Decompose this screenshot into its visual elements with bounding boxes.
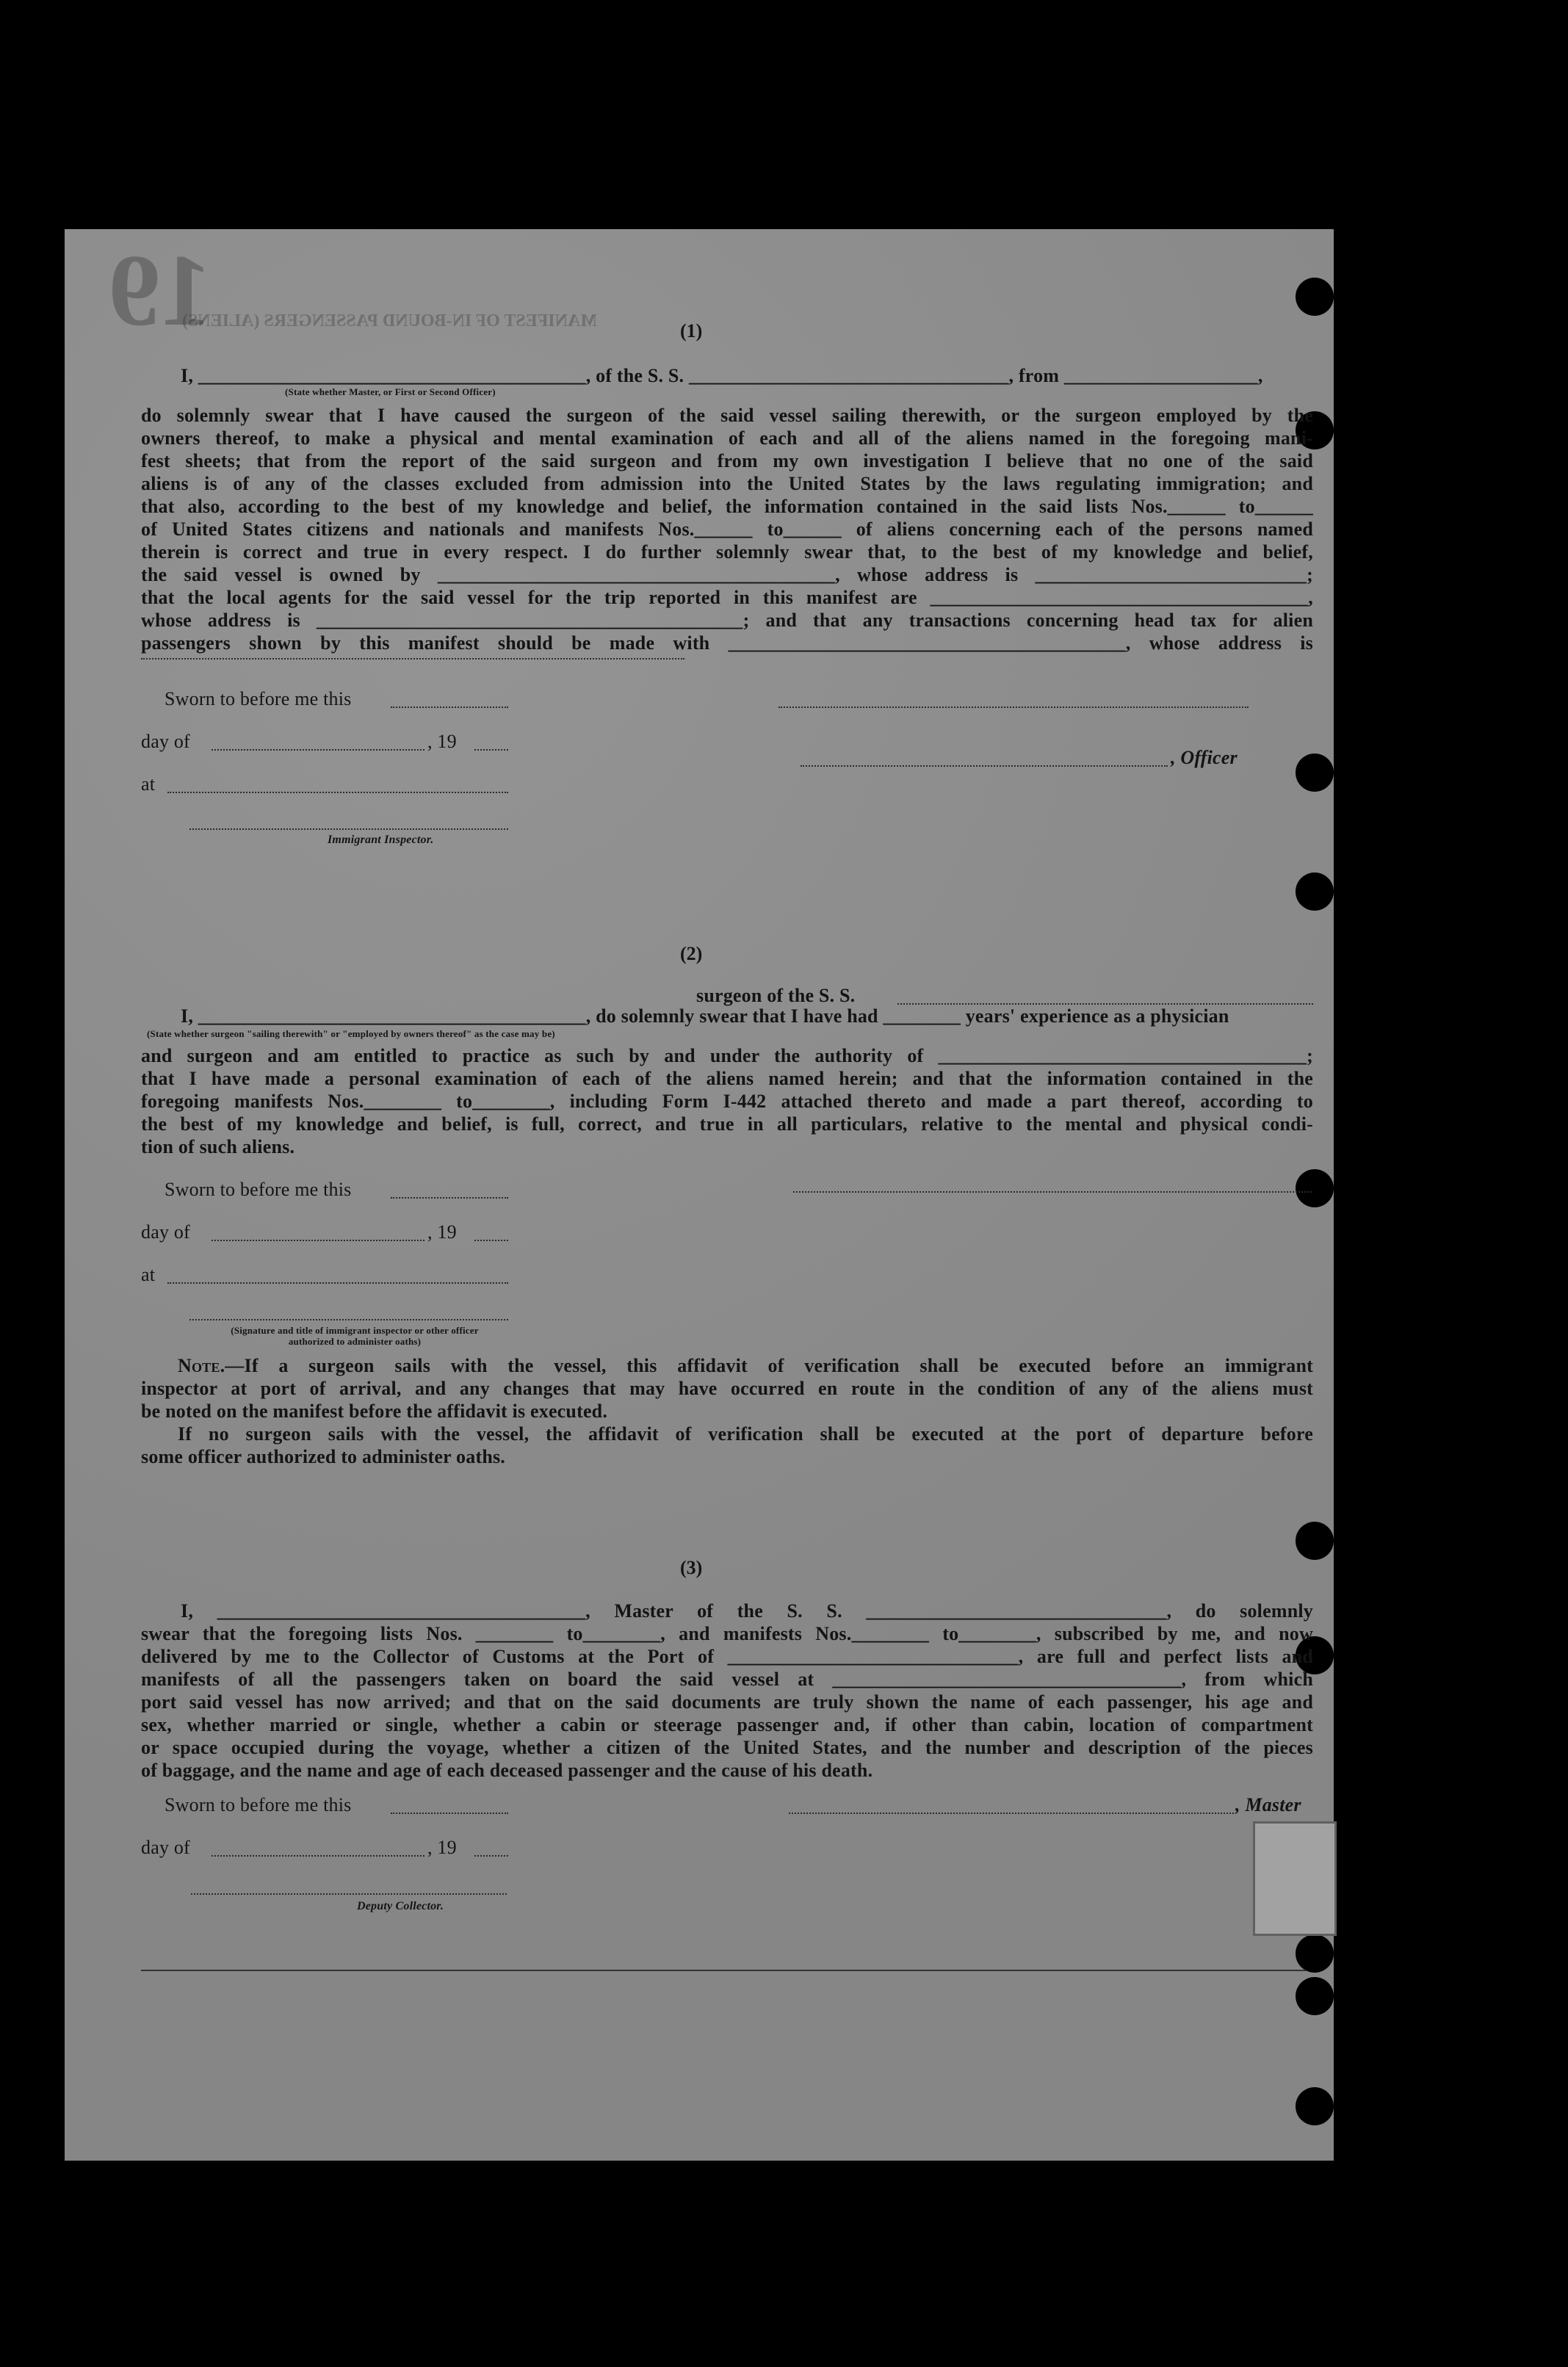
section1-paragraph <box>141 404 1313 654</box>
section3-day-label: day of <box>141 1837 190 1858</box>
signature-line <box>189 828 508 830</box>
note-line <box>141 1354 1313 1377</box>
section2-surgeon-of-label: surgeon of the S. S. <box>696 985 856 1006</box>
section1-officer-label: , Officer <box>1171 747 1238 768</box>
paragraph-line: fest sheets; that from the report of the said surgeon and from my own investigation I believe that no one of the said <box>141 450 1313 471</box>
document-page <box>65 229 1334 2161</box>
blank-line <box>212 1240 424 1241</box>
signature-line <box>789 1813 1234 1814</box>
note-label: Note. <box>178 1355 225 1376</box>
section2-note <box>141 1354 1313 1468</box>
paragraph-line: sex, whether married or single, whether a cabin or steerage passenger and, if other than cabin, location of compartment <box>141 1714 1313 1735</box>
binder-hole <box>1296 1169 1334 1207</box>
section2-heading: (2) <box>680 943 703 964</box>
paragraph-line: owners thereof, to make a physical and mental examination of each and all of the aliens named in the foregoing mani- <box>141 427 1313 449</box>
section2-paragraph <box>141 1044 1313 1158</box>
paragraph-line: whose address is ____________________________________________; and that any transactions concerning head tax for alien <box>141 610 1313 631</box>
section2-surgeon-note: (State whether surgeon "sailing therewith" or "employed by owners thereof" as the case may be) <box>147 1028 555 1039</box>
paragraph-line: and surgeon and am entitled to practice as such by and under the authority of ______________________________________; <box>141 1045 1313 1066</box>
paragraph-line: manifests of all the passengers taken on board the said vessel at ____________________________________, from which <box>141 1669 1313 1690</box>
note-line: inspector at port of arrival, and any changes that may have occurred en route in the condition of any of the aliens must <box>141 1378 1313 1399</box>
binder-hole <box>1296 754 1334 792</box>
paragraph-line: tion of such aliens. <box>141 1136 295 1157</box>
paragraph-line: passengers shown by this manifest should be made with _________________________________________, whose address is <box>141 632 1313 654</box>
binder-hole <box>1296 2087 1334 2125</box>
paragraph-line: the best of my knowledge and belief, is full, correct, and true in all particulars, relative to the mental and physical condi- <box>141 1113 1313 1135</box>
section2-signature-note: (Signature and title of immigrant inspector or other officer authorized to administer oaths) <box>231 1325 479 1347</box>
section3-paragraph <box>141 1600 1313 1782</box>
blank-line <box>167 1282 508 1284</box>
signature-line <box>793 1191 1312 1193</box>
ghost-heading: MANIFEST OF IN-BOUND PASSENGERS (ALIENS) <box>182 311 597 330</box>
section1-year-label: , 19 <box>427 731 457 752</box>
signature-line <box>801 765 1168 767</box>
paragraph-line: the said vessel is owned by _________________________________________, whose address is ____________________________; <box>141 564 1313 585</box>
section1-at-label: at <box>141 773 156 795</box>
bottom-rule <box>141 1970 1306 1971</box>
paragraph-line: or space occupied during the voyage, whether a citizen of the United States, and the number and description of the pieces <box>141 1737 1313 1758</box>
blank-line <box>391 707 508 708</box>
binder-hole <box>1296 872 1334 911</box>
section2-sworn-label: Sworn to before me this <box>165 1179 352 1200</box>
section3-heading: (3) <box>680 1557 703 1578</box>
section2-oath-line: I, ________________________________________, do solemnly swear that I have had ________ years' experience as a physician <box>181 1005 1229 1027</box>
note-line: If no surgeon sails with the vessel, the affidavit of verification shall be executed at the port of departure before <box>178 1423 1313 1445</box>
signature-line <box>189 1319 508 1320</box>
blank-line <box>391 1197 508 1199</box>
paragraph-line: I, ______________________________________, Master of the S. S. _______________________________, do solemnly <box>181 1600 1313 1622</box>
paragraph-line: foregoing manifests Nos.________ to________, including Form I-442 attached thereto and made a part thereof, according to <box>141 1091 1313 1112</box>
paragraph-line: delivered by me to the Collector of Customs at the Port of ______________________________, are full and perfect lists and <box>141 1646 1313 1667</box>
blank-line <box>474 1240 508 1241</box>
blank-line <box>212 1855 424 1857</box>
office-stamp <box>1253 1821 1337 1936</box>
section1-day-label: day of <box>141 731 190 752</box>
section3-deputy-label: Deputy Collector. <box>357 1900 444 1912</box>
paragraph-line: that also, according to the best of my knowledge and belief, the information contained in the said lists Nos.______ to______ <box>141 496 1313 517</box>
paragraph-line: that the local agents for the said vessel for the trip reported in this manifest are _______________________________________, <box>141 587 1313 608</box>
blank-line <box>391 1813 508 1814</box>
note-line: be noted on the manifest before the affidavit is executed. <box>141 1401 608 1422</box>
signature-line <box>191 1893 507 1895</box>
paragraph-line: that I have made a personal examination of each of the aliens named herein; and that the information contained in the <box>141 1068 1313 1089</box>
section2-at-label: at <box>141 1264 156 1285</box>
section3-sworn-label: Sworn to before me this <box>165 1794 352 1815</box>
paragraph-line: aliens is of any of the classes excluded from admission into the United States by the laws regulating immigration; and <box>141 473 1313 494</box>
binder-hole <box>1296 278 1334 316</box>
note-line: some officer authorized to administer oaths. <box>141 1446 505 1467</box>
binder-hole <box>1296 1977 1334 2015</box>
paragraph-line: do solemnly swear that I have caused the surgeon of the said vessel sailing therewith, or the surgeon employed by the <box>141 405 1313 426</box>
ghost-page-number: 19 <box>109 234 212 347</box>
paragraph-line: of United States citizens and nationals and manifests Nos.______ to______ of aliens concerning each of the persons named <box>141 518 1313 540</box>
blank-line <box>167 792 508 793</box>
binder-hole <box>1296 1934 1334 1973</box>
section3-master-label: , Master <box>1235 1794 1301 1815</box>
section2-day-label: day of <box>141 1221 190 1243</box>
blank-line <box>212 749 424 751</box>
paragraph-line: port said vessel has now arrived; and that on the said documents are truly shown the name of each passenger, his age and <box>141 1691 1313 1713</box>
section1-inspector-label: Immigrant Inspector. <box>328 834 434 846</box>
section1-officer-note: (State whether Master, or First or Second Officer) <box>285 386 496 397</box>
note-text: —If a surgeon sails with the vessel, this affidavit of verification shall be executed before an immigrant <box>225 1355 1313 1376</box>
blank-line <box>474 1855 508 1857</box>
binder-hole <box>1296 1522 1334 1560</box>
signature-line <box>778 707 1249 708</box>
paragraph-line: therein is correct and true in every respect. I do further solemnly swear that, to the best of my knowledge and belief, <box>141 541 1313 563</box>
section2-year-label: , 19 <box>427 1221 457 1243</box>
section1-heading: (1) <box>680 320 703 342</box>
section3-year-label: , 19 <box>427 1837 457 1858</box>
blank-line <box>474 749 508 751</box>
paragraph-line: of baggage, and the name and age of each deceased passenger and the cause of his death. <box>141 1760 873 1781</box>
section1-sworn-label: Sworn to before me this <box>165 688 352 709</box>
blank-line <box>141 658 684 659</box>
section1-oath-line: I, ________________________________________, of the S. S. _________________________________, from ____________________, <box>181 365 1263 386</box>
paragraph-line: swear that the foregoing lists Nos. ________ to________, and manifests Nos.________ to________, subscribed by me, and now <box>141 1623 1313 1644</box>
